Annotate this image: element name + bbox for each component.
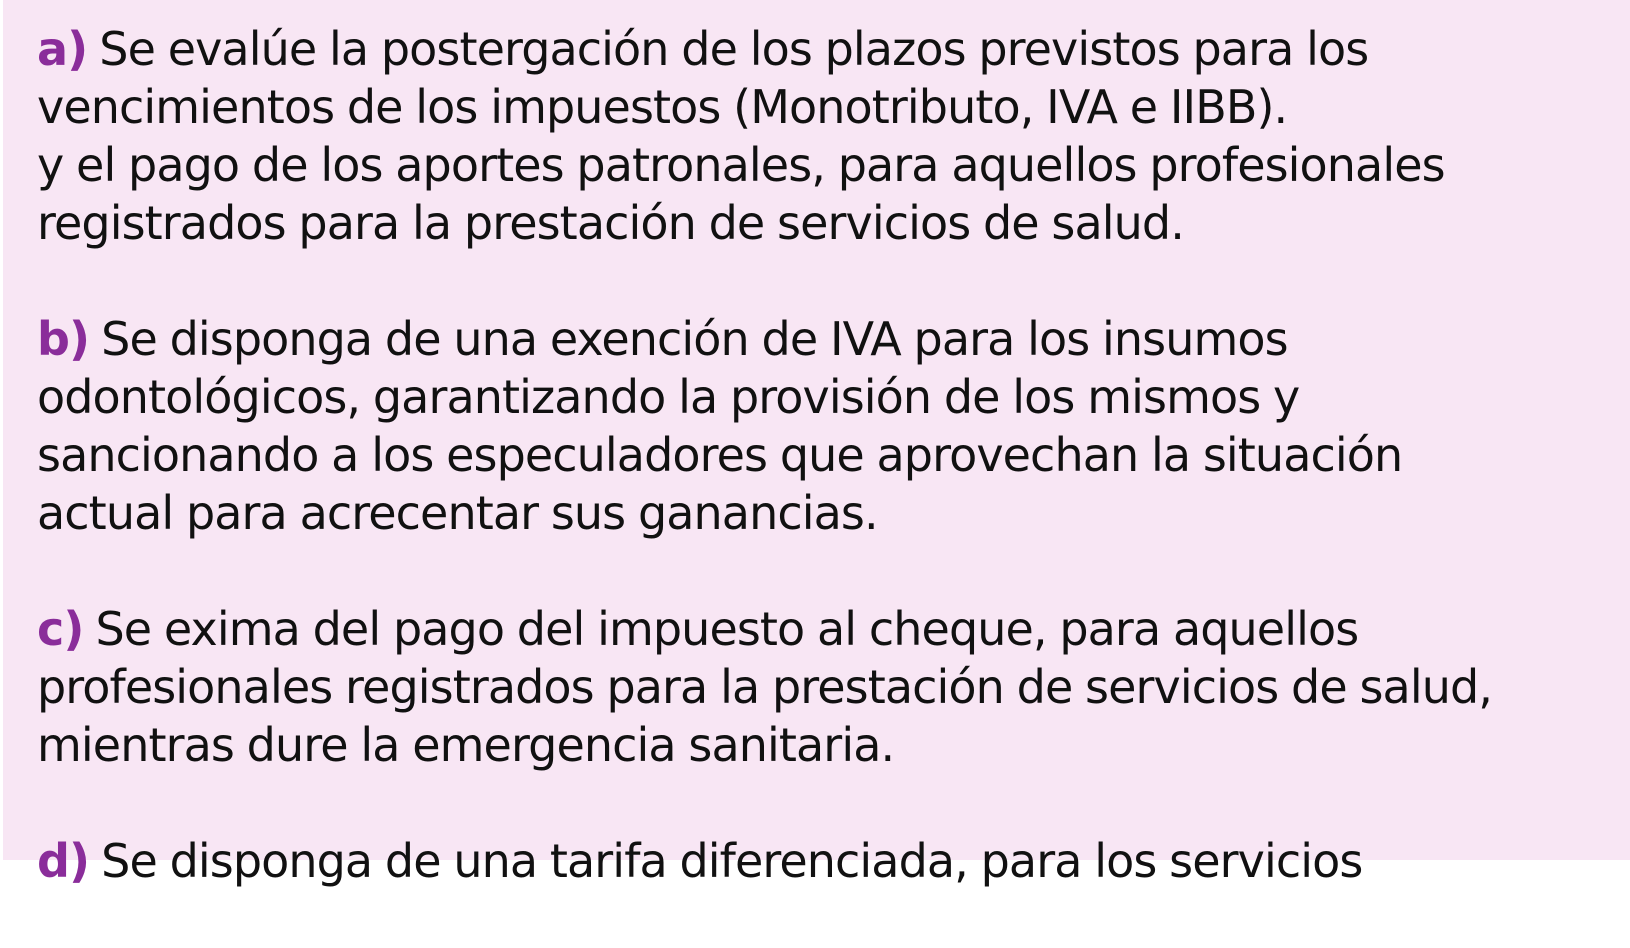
list-item-b (37, 310, 1607, 542)
list-item-d (37, 832, 1607, 890)
list-item-a (37, 20, 1607, 252)
item-line: odontológicos, garantizando la provisión de los mismos y (37, 370, 1300, 424)
item-text: Se disponga de una exención de IVA para los insumos (101, 312, 1288, 366)
item-line (37, 832, 1607, 890)
item-text: Se disponga de una tarifa diferenciada, para los servicios (101, 834, 1363, 888)
item-text: Se exima del pago del impuesto al cheque, para aquellos (95, 602, 1359, 656)
item-line: profesionales registrados para la prestación de servicios de salud, (37, 660, 1492, 714)
item-line (37, 20, 1607, 78)
document-panel (3, 0, 1630, 888)
item-line (37, 600, 1607, 658)
item-marker: d) (37, 834, 90, 888)
item-line: vencimientos de los impuestos (Monotributo, IVA e IIBB). (37, 80, 1288, 134)
item-text: Se evalúe la postergación de los plazos previstos para los (99, 22, 1369, 76)
item-marker: a) (37, 22, 88, 76)
item-line: actual para acrecentar sus ganancias. (37, 486, 878, 540)
list-item-c (37, 600, 1607, 774)
item-marker: b) (37, 312, 90, 366)
item-line: y el pago de los aportes patronales, para aquellos profesionales (37, 138, 1445, 192)
item-line (37, 310, 1607, 368)
item-line: registrados para la prestación de servicios de salud. (37, 196, 1184, 250)
item-marker: c) (37, 602, 84, 656)
item-line: sancionando a los especuladores que aprovechan la situación (37, 428, 1403, 482)
item-line: mientras dure la emergencia sanitaria. (37, 718, 895, 772)
petition-list (37, 20, 1607, 948)
